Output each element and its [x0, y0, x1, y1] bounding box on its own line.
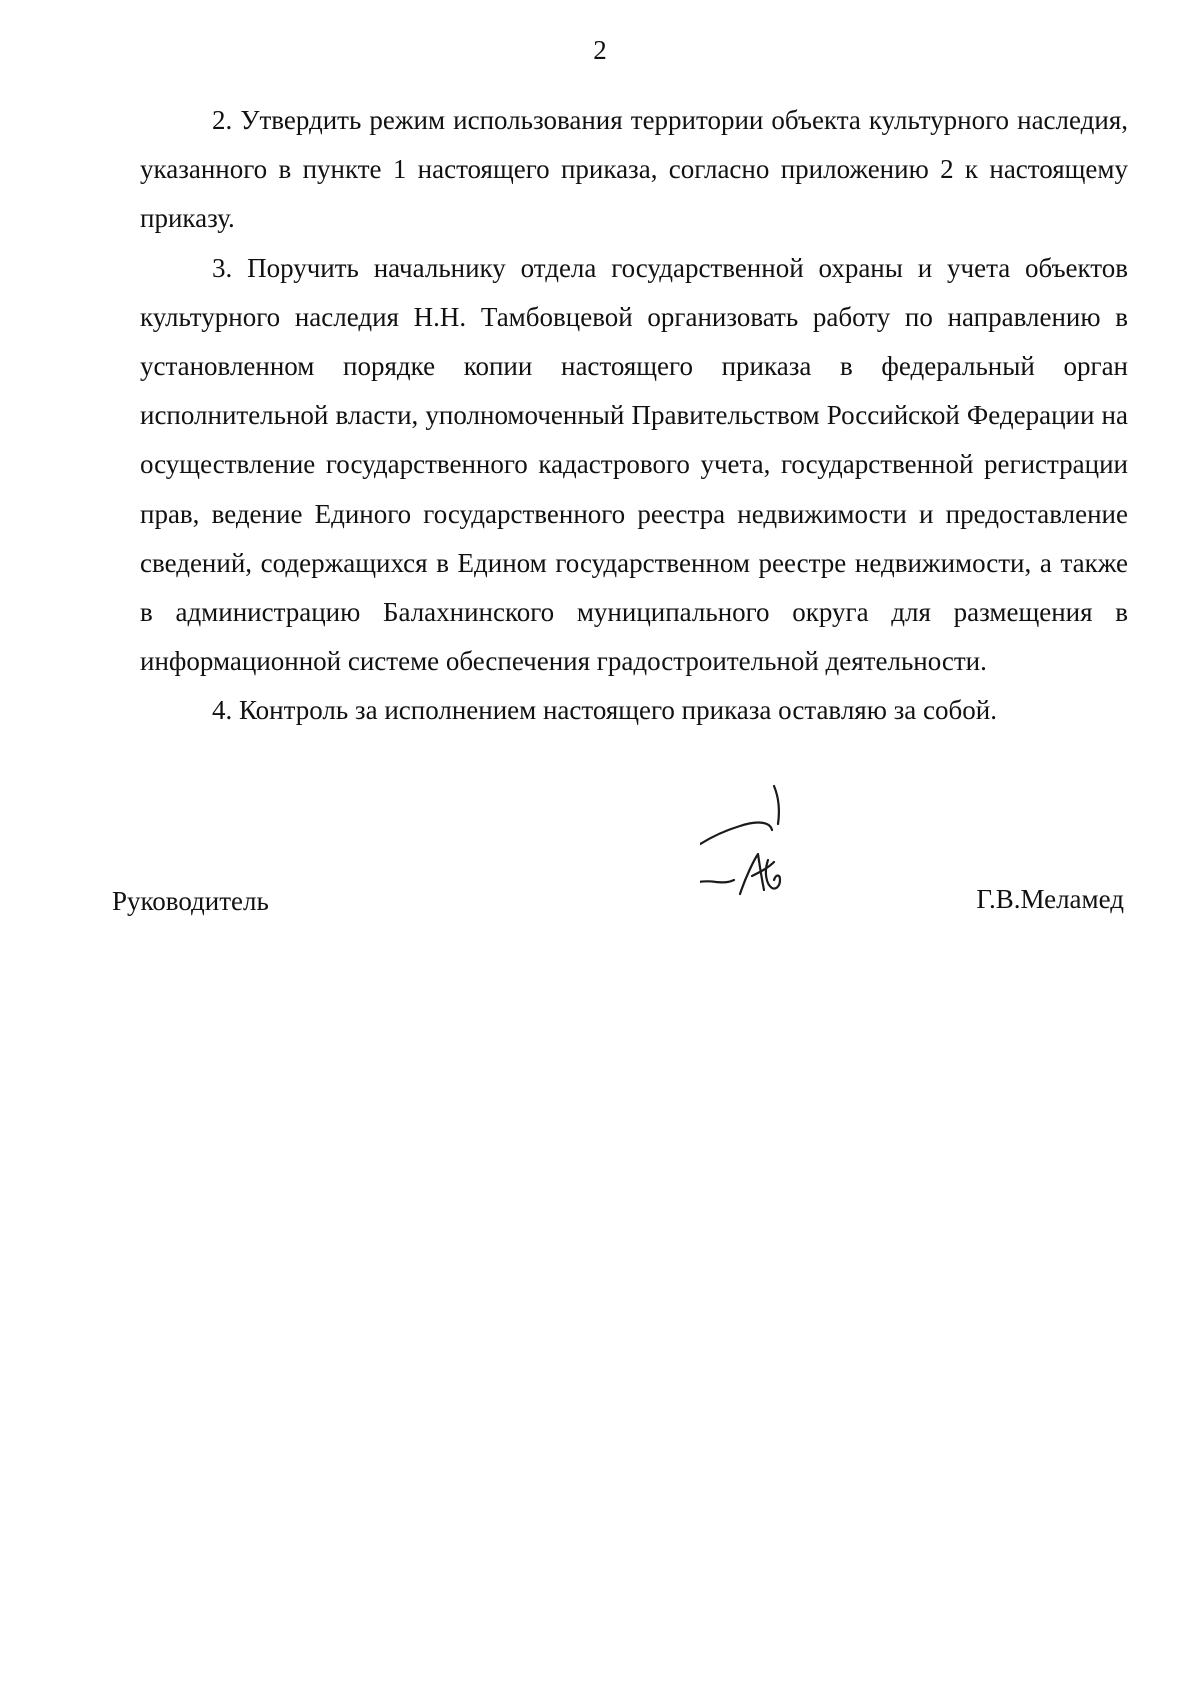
handwritten-signature-icon	[700, 776, 880, 926]
signer-name: Г.В.Меламед	[976, 884, 1124, 914]
document-body	[140, 96, 1128, 736]
signature-block	[0, 864, 1200, 944]
page-number: 2	[593, 35, 607, 65]
paragraph-2-usage-regime: 2. Утвердить режим использования территории объекта культурного наследия, указанного в пункте 1 настоящего приказа, согласно приложению 2 к настоящему приказу.	[140, 105, 1128, 234]
paragraph-4-control: 4. Контроль за исполнением настоящего приказа оставляю за собой.	[212, 695, 997, 726]
signer-position: Руководитель	[112, 886, 269, 916]
paragraph-3-assignment: 3. Поручить начальнику отдела государственной охраны и учета объектов культурного наследия Н.Н. Тамбовцевой организовать работу по направлению в установленном порядке копии настоящего приказа в федеральный орган исполнительной власти, уполномоченный Правительством Российской Федерации на осуществление государственного кадастрового учета, государственной регистрации прав, ведение Единого государственного реестра недвижимости и предоставление сведений, содержащихся в Едином государственном реестре недвижимости, а также в администрацию Балахнинского муниципального округа для размещения в информационной системе обеспечения градостроительной деятельности.	[140, 252, 1128, 677]
